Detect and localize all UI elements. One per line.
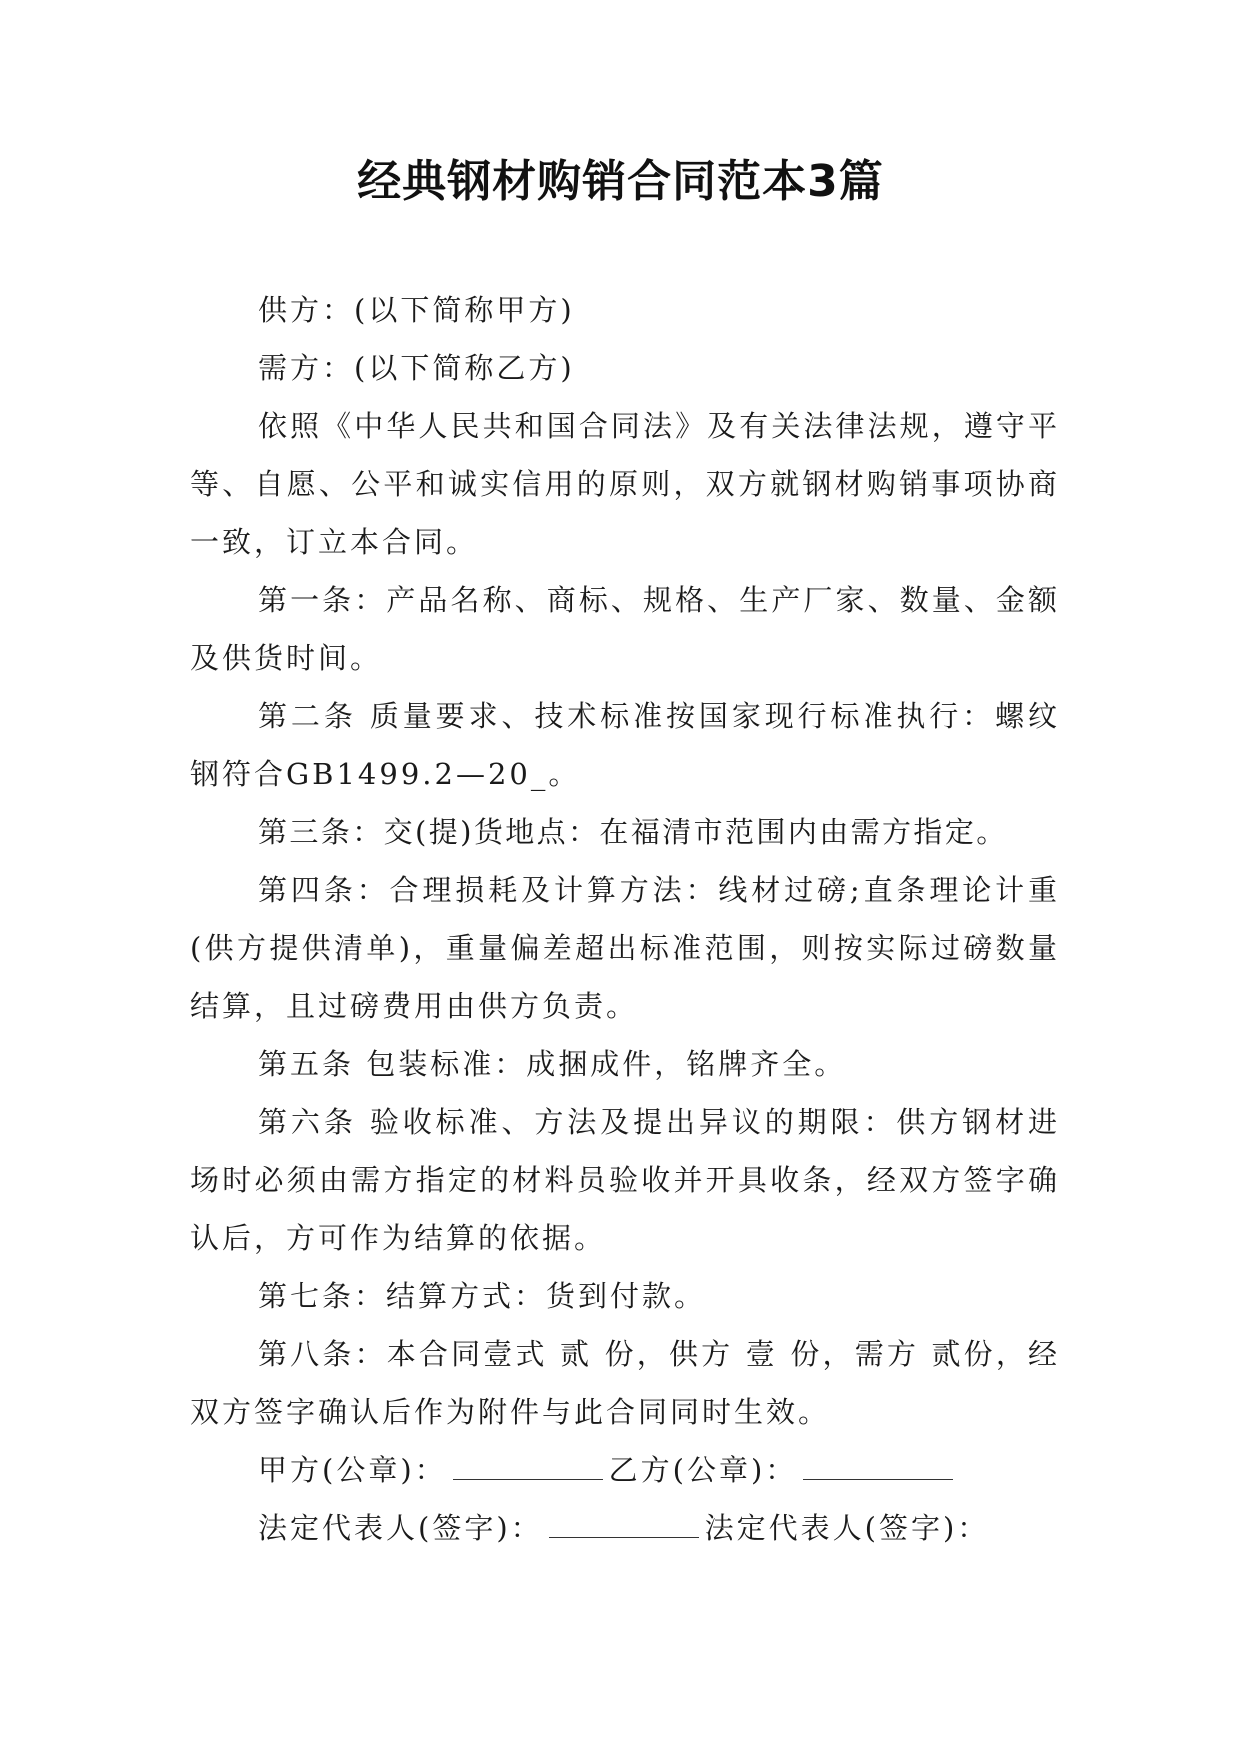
paragraph-buyer: 需方：(以下简称乙方): [258, 351, 575, 385]
party-b-rep-label: 法定代表人(签字)：: [704, 1511, 990, 1545]
paragraph-article-1: 第一条：产品名称、商标、规格、生产厂家、数量、金额及供货时间。: [190, 583, 1060, 675]
party-b-seal-blank: [803, 1453, 953, 1480]
paragraph-article-4: 第四条：合理损耗及计算方法：线材过磅;直条理论计重(供方提供清单)，重量偏差超出标准范围，则按实际过磅数量结算，且过磅费用由供方负责。: [190, 873, 1060, 1023]
signature-seal-line: [190, 1441, 1060, 1499]
document-body: [190, 281, 1060, 1557]
party-a-rep-label: 法定代表人(签字)：: [258, 1511, 543, 1545]
paragraph-article-3: 第三条：交(提)货地点：在福清市范围内由需方指定。: [258, 815, 1008, 849]
party-b-seal-label: 乙方(公章)：: [608, 1453, 798, 1487]
paragraph-article-5: 第五条 包装标准：成捆成件，铭牌齐全。: [258, 1047, 847, 1081]
paragraph-article-6: 第六条 验收标准、方法及提出异议的期限：供方钢材进场时必须由需方指定的材料员验收并开具收条，经双方签字确认后，方可作为结算的依据。: [190, 1105, 1060, 1255]
signature-rep-line: [190, 1499, 1060, 1557]
paragraph-supplier: 供方：(以下简称甲方): [258, 293, 575, 327]
party-a-seal-label: 甲方(公章)：: [258, 1453, 447, 1487]
paragraph-article-8: 第八条：本合同壹式 贰 份，供方 壹 份，需方 贰份，经双方签字确认后作为附件与此合同同时生效。: [190, 1337, 1060, 1429]
paragraph-preamble: 依照《中华人民共和国合同法》及有关法律法规，遵守平等、自愿、公平和诚实信用的原则，双方就钢材购销事项协商一致，订立本合同。: [190, 409, 1060, 559]
party-a-rep-blank: [549, 1511, 699, 1538]
party-a-seal-blank: [453, 1453, 603, 1480]
document-title: 经典钢材购销合同范本3篇: [357, 156, 884, 207]
paragraph-article-7: 第七条：结算方式：货到付款。: [258, 1279, 707, 1313]
paragraph-article-2: 第二条 质量要求、技术标准按国家现行标准执行：螺纹钢符合GB1499.2—20_。: [190, 699, 1060, 791]
